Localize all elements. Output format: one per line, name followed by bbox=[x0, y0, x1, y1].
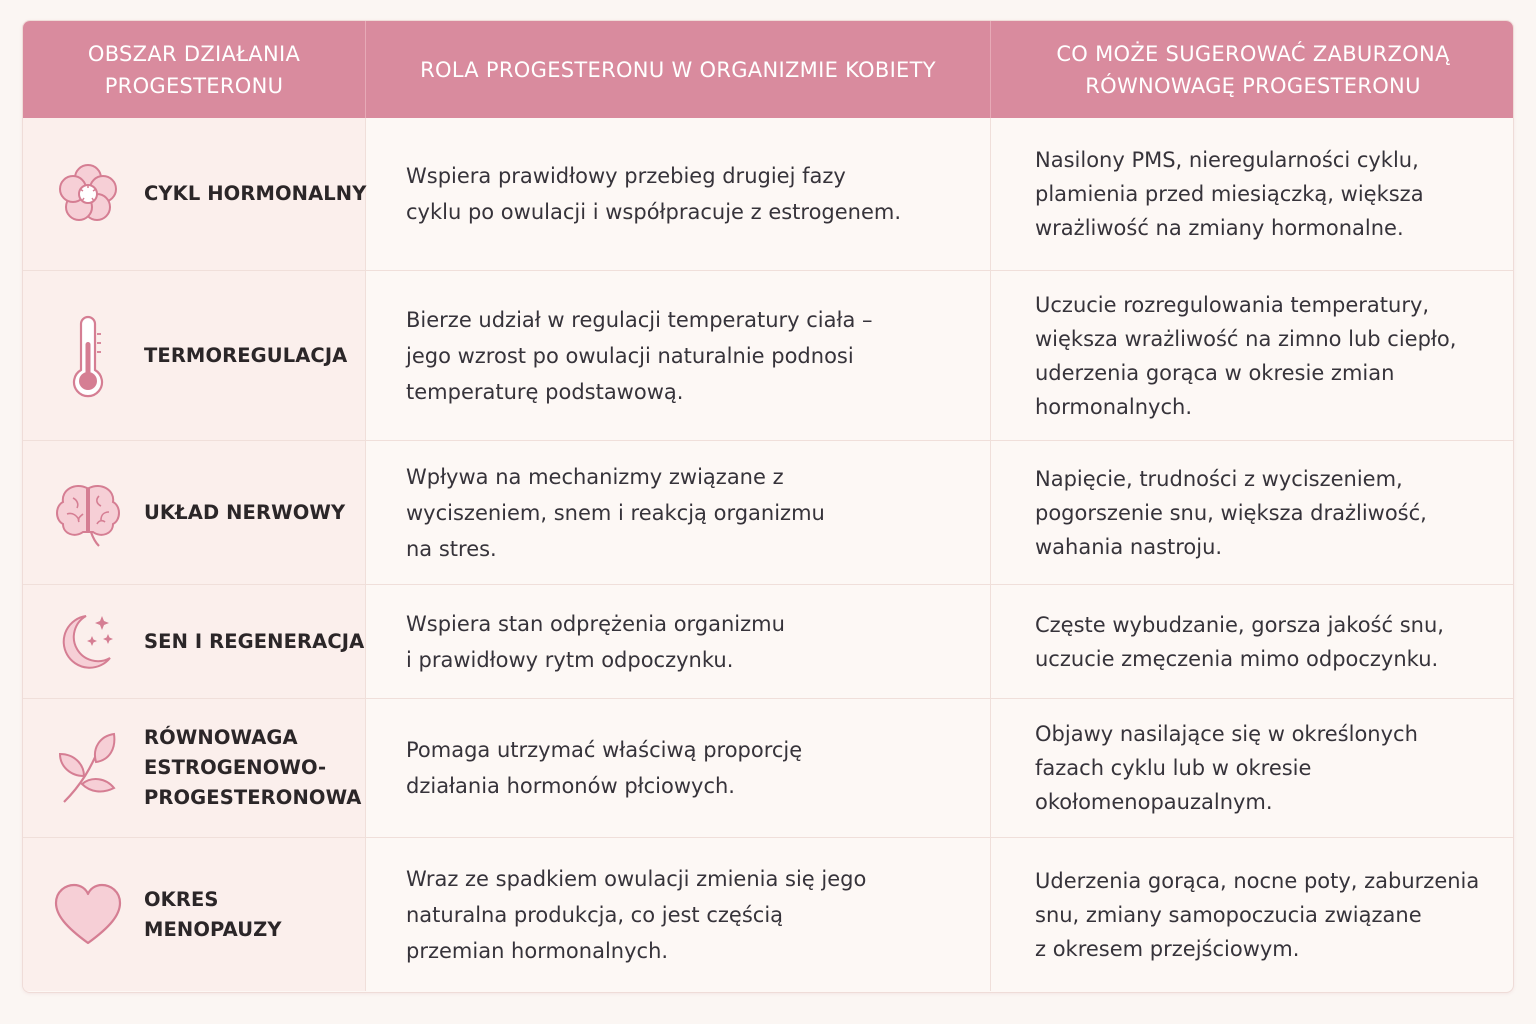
table-row bbox=[23, 585, 1513, 699]
thermometer-icon bbox=[51, 319, 125, 393]
brain-icon bbox=[51, 476, 125, 550]
role-text: Wraz ze spadkiem owulacji zmienia się jego naturalna produkcja, co jest częścią przemian hormonalnych. bbox=[406, 866, 867, 963]
area-label: SEN I REGENERACJA bbox=[144, 629, 365, 653]
signs-cell bbox=[991, 118, 1514, 270]
area-label: RÓWNOWAGA ESTROGENOWO- PROGESTERONOWA bbox=[144, 726, 362, 809]
signs-text: Uczucie rozregulowania temperatury, większa wrażliwość na zimno lub ciepło, uderzenia gorąca w okresie zmian hormonalnych. bbox=[1035, 292, 1457, 419]
area-cell bbox=[23, 699, 366, 837]
role-cell bbox=[366, 118, 991, 270]
header-signs-text: CO MOŻE SUGEROWAĆ ZABURZONĄ RÓWNOWAGĘ PROGESTERONU bbox=[1056, 41, 1450, 98]
area-label: UKŁAD NERWOWY bbox=[144, 500, 346, 524]
role-text: Wspiera prawidłowy przebieg drugiej fazy cyklu po owulacji i współpracuje z estrogenem. bbox=[406, 164, 902, 224]
signs-cell bbox=[991, 699, 1514, 837]
role-cell bbox=[366, 441, 991, 584]
table-body bbox=[23, 118, 1513, 991]
header-role-text: ROLA PROGESTERONU W ORGANIZMIE KOBIETY bbox=[420, 57, 936, 82]
moon-stars-icon bbox=[51, 605, 125, 679]
area-cell bbox=[23, 441, 366, 584]
signs-cell bbox=[991, 838, 1514, 991]
header-role bbox=[366, 21, 991, 118]
signs-cell bbox=[991, 441, 1514, 584]
role-cell bbox=[366, 699, 991, 837]
signs-text: Nasilony PMS, nieregularności cyklu, plamienia przed miesiączką, większa wrażliwość na zmiany hormonalne. bbox=[1035, 148, 1424, 240]
area-cell bbox=[23, 838, 366, 991]
signs-text: Częste wybudzanie, gorsza jakość snu, uczucie zmęczenia mimo odpoczynku. bbox=[1035, 612, 1444, 671]
table-row bbox=[23, 699, 1513, 838]
flower-icon bbox=[51, 157, 125, 231]
area-cell bbox=[23, 585, 366, 698]
heart-icon bbox=[51, 878, 125, 952]
signs-text: Napięcie, trudności z wyciszeniem, pogorszenie snu, większa drażliwość, wahania nastroju. bbox=[1035, 466, 1427, 559]
role-cell bbox=[366, 838, 991, 991]
area-cell bbox=[23, 118, 366, 270]
signs-cell bbox=[991, 271, 1514, 440]
table-row bbox=[23, 838, 1513, 991]
signs-cell bbox=[991, 585, 1514, 698]
header-signs bbox=[991, 21, 1514, 118]
header-area-text: OBSZAR DZIAŁANIA PROGESTERONU bbox=[87, 41, 301, 98]
leaf-branch-icon bbox=[51, 731, 125, 805]
table-row bbox=[23, 118, 1513, 271]
table-header bbox=[23, 21, 1513, 118]
area-label: OKRES MENOPAUZY bbox=[144, 887, 282, 941]
signs-text: Uderzenia gorąca, nocne poty, zaburzenia snu, zmiany samopoczucia związane z okresem przejściowym. bbox=[1035, 868, 1480, 961]
area-label: CYKL HORMONALNY bbox=[144, 182, 367, 205]
role-text: Wspiera stan odprężenia organizmu i prawidłowy rytm odpoczynku. bbox=[406, 611, 785, 672]
role-cell bbox=[366, 271, 991, 440]
role-text: Wpływa na mechanizmy związane z wyciszeniem, snem i reakcją organizmu na stres. bbox=[406, 464, 825, 561]
area-label: TERMOREGULACJA bbox=[144, 343, 348, 367]
table-row bbox=[23, 271, 1513, 441]
progesterone-table bbox=[22, 20, 1514, 993]
table-row bbox=[23, 441, 1513, 585]
signs-text: Objawy nasilające się w określonych fazach cyklu lub w okresie okołomenopauzalnym. bbox=[1035, 722, 1418, 814]
role-text: Pomaga utrzymać właściwą proporcję działania hormonów płciowych. bbox=[406, 738, 803, 798]
role-cell bbox=[366, 585, 991, 698]
area-cell bbox=[23, 271, 366, 440]
header-area bbox=[23, 21, 366, 118]
role-text: Bierze udział w regulacji temperatury ciała – jego wzrost po owulacji naturalnie podnosi temperaturę podstawową. bbox=[406, 307, 873, 404]
